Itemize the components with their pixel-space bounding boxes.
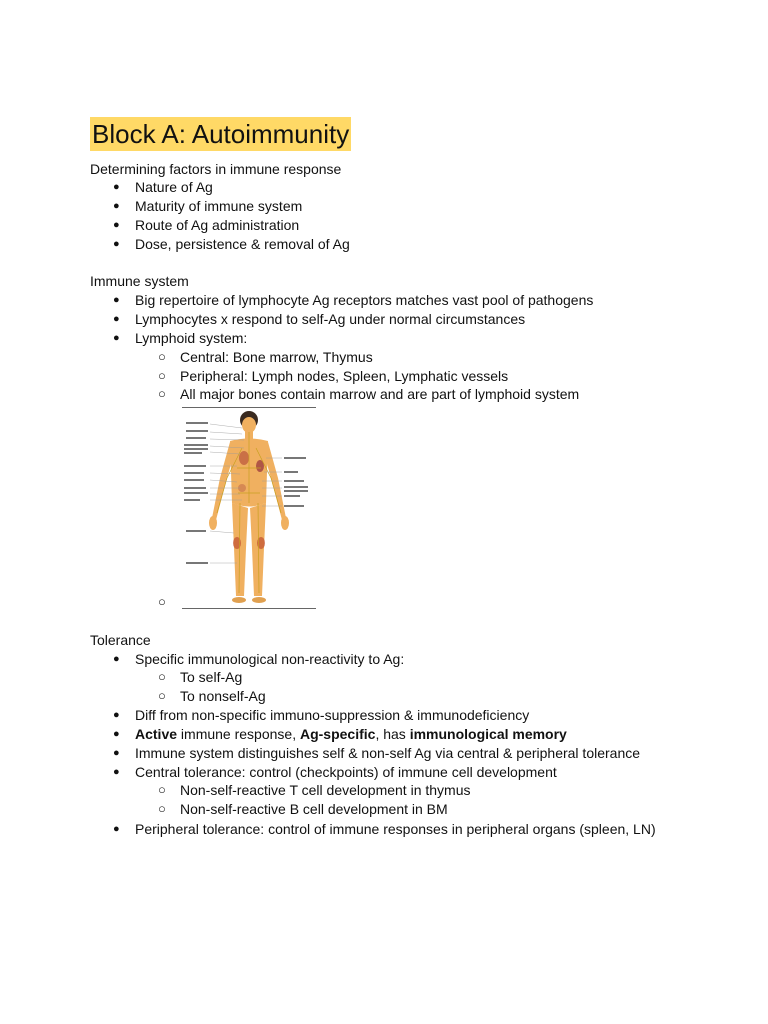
sub-bullet-icon: ○ [158,688,166,703]
sub-bullet-icon: ○ [158,349,166,364]
list-item: Dose, persistence & removal of Ag [135,236,350,252]
bullet-icon: ● [113,728,120,740]
sub-bullet-icon: ○ [158,386,166,401]
bold-text: Ag-specific [299,726,376,742]
bullet-icon: ● [113,653,120,665]
sub-bullet-icon: ○ [158,368,166,383]
bullet-icon: ● [113,823,120,835]
section-heading-immune-system: Immune system [90,273,189,289]
list-item [135,725,567,743]
sub-list-item: Central: Bone marrow, Thymus [180,349,373,365]
inline-text: , has [375,726,410,742]
page-title: Block A: Autoimmunity [92,119,350,149]
bold-text: Active [135,726,178,742]
sub-list-item: Non-self-reactive B cell development in BM [180,801,448,817]
bullet-icon: ● [113,313,120,325]
list-item: Nature of Ag [135,179,213,195]
list-item: Immune system distinguishes self & non-self Ag via central & peripheral tolerance [135,745,641,761]
bullet-icon: ● [113,238,120,250]
list-item: Lymphocytes x respond to self-Ag under normal circumstances [135,311,526,327]
sub-list-item: To self-Ag [180,669,243,685]
sub-list-item: To nonself-Ag [180,688,266,704]
bullet-icon: ● [113,219,120,231]
list-item: Central tolerance: control (checkpoints) of immune cell development [135,764,557,780]
list-item: Maturity of immune system [135,198,303,214]
list-item: Lymphoid system: [135,330,248,346]
inline-text: immune response, [177,726,300,742]
section-heading-tolerance: Tolerance [90,632,151,648]
list-item: Route of Ag administration [135,217,300,233]
bullet-icon: ● [113,709,120,721]
list-item: Diff from non-specific immuno-suppression & immunodeficiency [135,707,530,723]
bold-text: immunological memory [409,726,567,742]
sub-bullet-icon: ○ [158,594,166,609]
lymphatic-system-diagram [182,407,316,609]
sub-list-item: Peripheral: Lymph nodes, Spleen, Lymphatic vessels [180,368,509,384]
list-item: Peripheral tolerance: control of immune responses in peripheral organs (spleen, LN) [135,821,656,837]
bullet-icon: ● [113,294,120,306]
human-body-illustration [182,408,316,606]
bullet-icon: ● [113,332,120,344]
sub-list-item: All major bones contain marrow and are part of lymphoid system [180,386,580,402]
section-heading-factors: Determining factors in immune response [90,161,342,177]
bullet-icon: ● [113,200,120,212]
list-item: Specific immunological non-reactivity to Ag: [135,651,405,667]
bullet-icon: ● [113,747,120,759]
sub-bullet-icon: ○ [158,801,166,816]
bullet-icon: ● [113,181,120,193]
sub-bullet-icon: ○ [158,669,166,684]
list-item: Big repertoire of lymphocyte Ag receptors matches vast pool of pathogens [135,292,594,308]
sub-bullet-icon: ○ [158,782,166,797]
bullet-icon: ● [113,766,120,778]
sub-list-item: Non-self-reactive T cell development in thymus [180,782,471,798]
